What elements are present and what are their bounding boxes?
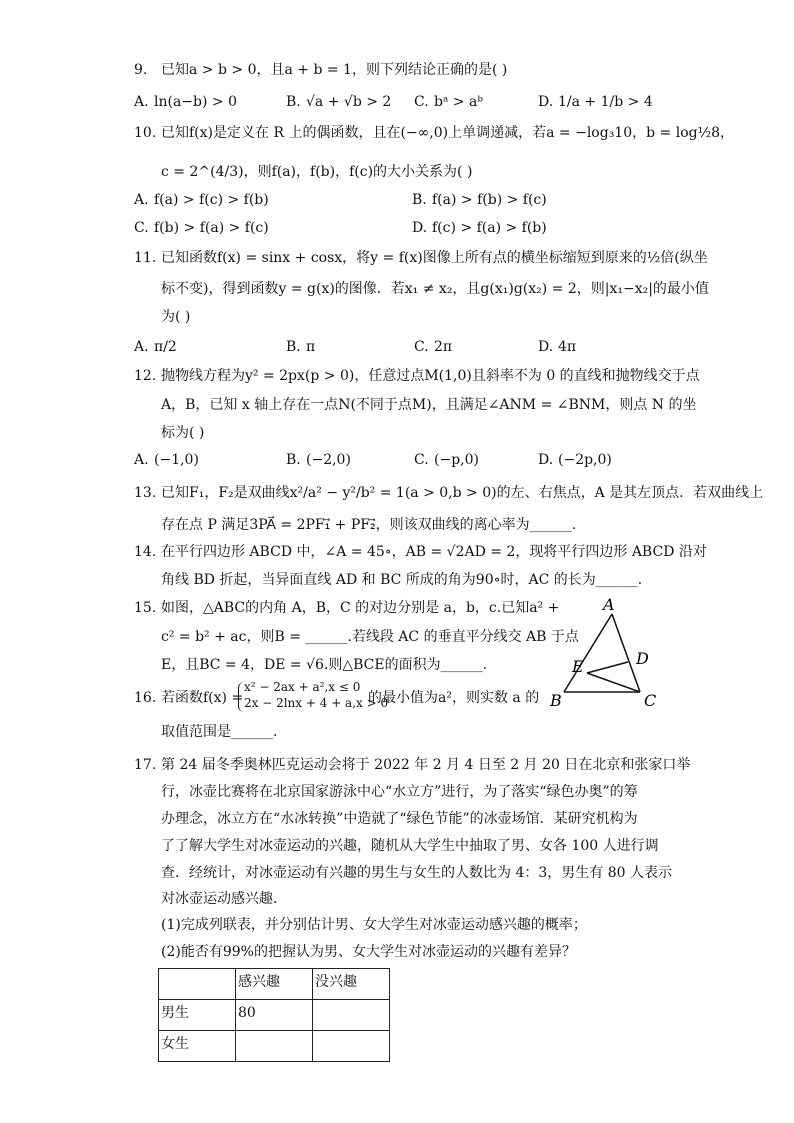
question-stem: 在平行四边形 ABCD 中，∠A = 45∘，AB = √2AD = 2，现将平行四边形 ABCD 沿对 [161, 544, 707, 560]
triangle-figure [548, 596, 668, 716]
question-12-line-3: 标为( ) [161, 425, 205, 441]
table-cell: 没兴趣 [313, 969, 390, 1000]
segment-ec [587, 673, 640, 692]
option-b: B. f(a) > f(b) > f(c) [412, 192, 547, 208]
option-d: D. 4π [538, 339, 577, 355]
table-header-row [159, 969, 390, 1000]
question-10 [134, 123, 734, 143]
question-16-line-2: 取值范围是______. [161, 724, 278, 740]
point-label-e: E [572, 657, 584, 676]
option-b: B. (−2,0) [286, 452, 351, 468]
sub-question-1: (1)完成列联表，并分别估计男、女大学生对冰壶运动感兴趣的概率； [161, 917, 587, 933]
option-c: C. 2π [414, 339, 453, 355]
option-c: C. f(b) > f(a) > f(c) [134, 220, 269, 236]
question-number: 17. [134, 757, 157, 773]
question-16 [134, 688, 243, 708]
option-c: C. (−p,0) [414, 452, 479, 468]
question-number: 10. [134, 125, 157, 141]
option-a: A. f(a) > f(c) > f(b) [134, 192, 269, 208]
question-10-line-2: c = 2^(4/3)，则f(a)，f(b)，f(c)的大小关系为( ) [161, 164, 473, 180]
question-15 [134, 598, 559, 618]
question-stem: 已知a > b > 0，且a + b = 1，则下列结论正确的是( ) [161, 62, 508, 78]
question-11 [134, 248, 708, 268]
piecewise-case-1: x² − 2ax + a²,x ≤ 0 [244, 680, 361, 694]
contingency-table [158, 968, 390, 1062]
table-row [159, 1031, 390, 1062]
option-c: C. bᵃ > aᵇ [414, 94, 483, 110]
table-cell [313, 1000, 390, 1031]
question-11-line-2: 标不变)，得到函数y = g(x)的图像．若x₁ ≠ x₂，且g(x₁)g(x₂) = 2，则|x₁−x₂|的最小值 [161, 281, 709, 297]
question-15-line-2: c² = b² + ac，则B = ______.若线段 AC 的垂直平分线交 AB 于点 [161, 629, 579, 645]
question-number: 16. [134, 690, 157, 706]
question-17 [134, 755, 690, 775]
sub-question-2: (2)能否有99%的把握认为男、女大学生对冰壶运动的兴趣有差异？ [161, 944, 576, 960]
option-b: B. π [286, 339, 316, 355]
vertex-label-c: C [644, 691, 657, 710]
question-15-line-3: E，且BC = 4，DE = √6.则△BCE的面积为______. [161, 657, 488, 673]
question-17-line-6: 对冰壶运动感兴趣． [161, 891, 287, 907]
vertex-label-b: B [550, 691, 562, 710]
question-17-line-3: 办理念，冰立方在“水冰转换”中造就了“绿色节能”的冰壶场馆．某研究机构为 [161, 811, 638, 827]
question-stem: 第 24 届冬季奥林匹克运动会将于 2022 年 2 月 4 日至 2 月 20 日在北京和张家口举 [161, 757, 691, 773]
question-16-post: 的最小值为a²，则实数 a 的 [368, 690, 540, 706]
table-cell: 感兴趣 [236, 969, 313, 1000]
vertex-label-a: A [603, 596, 615, 614]
question-17-line-2: 行，冰壶比赛将在北京国家游泳中心“水立方”进行，为了落实“绿色办奥”的筹 [161, 784, 638, 800]
option-a: A. ln(a−b) > 0 [134, 94, 237, 110]
option-a: A. π/2 [134, 339, 177, 355]
segment-ed [587, 662, 628, 673]
question-number: 9. [134, 62, 148, 78]
question-stem: 已知F₁，F₂是双曲线x²/a² − y²/b² = 1(a > 0,b > 0)的左、右焦点，A 是其左顶点．若双曲线上 [161, 485, 764, 501]
question-number: 12. [134, 368, 157, 384]
question-number: 15. [134, 600, 157, 616]
question-11-line-3: 为( ) [161, 309, 191, 325]
question-number: 11. [134, 250, 157, 266]
question-14-line-2: 角线 BD 折起，当异面直线 AD 和 BC 所成的角为90∘时，AC 的长为______. [161, 572, 643, 588]
table-cell: 男生 [159, 1000, 236, 1031]
question-17-line-4: 了了解大学生对冰壶运动的兴趣，随机从大学生中抽取了男、女各 100 人进行调 [161, 838, 659, 854]
option-a: A. (−1,0) [134, 452, 199, 468]
question-13-line-2: 存在点 P 满足3PA⃗ = 2PF₁⃗ + PF₂⃗，则该双曲线的离心率为______. [161, 517, 577, 533]
option-b: B. √a + √b > 2 [286, 94, 392, 110]
question-12-line-2: A，B，已知 x 轴上存在一点N(不同于点M)，且满足∠ANM = ∠BNM，则点 N 的坐 [161, 397, 697, 413]
question-number: 14. [134, 544, 157, 560]
option-d: D. 1/a + 1/b > 4 [538, 94, 653, 110]
table-cell [236, 1031, 313, 1062]
question-14 [134, 542, 707, 562]
question-stem: 已知函数f(x) = sinx + cosx，将y = f(x)图像上所有点的横坐标缩短到原来的½倍(纵坐 [161, 250, 708, 266]
question-12 [134, 366, 700, 386]
option-d: D. (−2p,0) [538, 452, 612, 468]
side-ab [564, 614, 612, 692]
piecewise-case-2: 2x − 2lnx + 4 + a,x > 0 [244, 696, 389, 710]
question-number: 13. [134, 485, 157, 501]
question-13 [134, 483, 763, 503]
table-row [159, 1000, 390, 1031]
question-17-line-5: 查．经统计，对冰壶运动有兴趣的男生与女生的人数比为 4：3，男生有 80 人表示 [161, 865, 672, 881]
table-cell [313, 1031, 390, 1062]
question-stem: 抛物线方程为y² = 2px(p > 0)，任意过点M(1,0)且斜率不为 0 的直线和抛物线交于点 [161, 368, 700, 384]
table-cell [159, 969, 236, 1000]
question-stem-pre: 若函数f(x) = [161, 690, 244, 706]
option-d: D. f(c) > f(a) > f(b) [412, 220, 547, 236]
table-cell: 女生 [159, 1031, 236, 1062]
question-stem: 已知f(x)是定义在 R 上的偶函数，且在(−∞,0)上单调递减，若a = −log₃10，b = log½8， [161, 125, 735, 141]
point-label-d: D [636, 649, 649, 668]
question-9 [134, 60, 507, 80]
table-cell: 80 [236, 1000, 313, 1031]
question-stem: 如图，△ABC的内角 A，B，C 的对边分别是 a，b，c.已知a² + [161, 600, 560, 616]
